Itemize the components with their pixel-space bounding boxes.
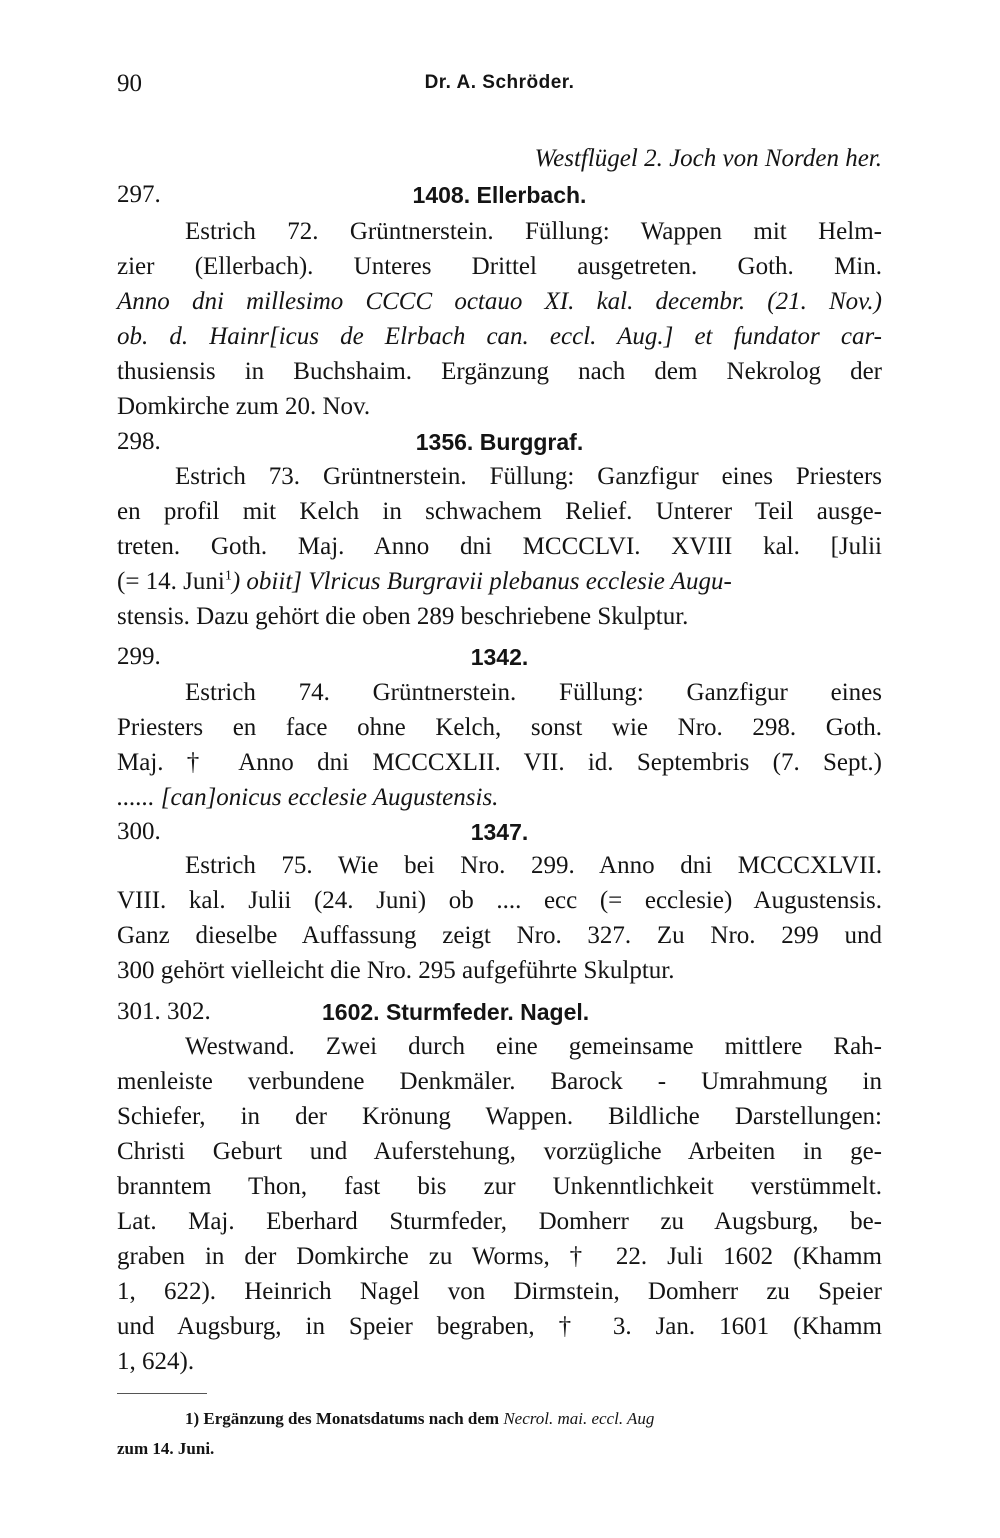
entry-heading — [117, 815, 882, 851]
text-line: Schiefer, in der Krönung Wappen. Bildliche Darstellungen: — [117, 1103, 882, 1130]
text-line: stensis. Dazu gehört die oben 289 beschriebene Skulptur. — [117, 603, 689, 630]
footnote-line: zum 14. Juni. — [117, 1439, 215, 1458]
entry-title: 1602. Sturmfeder. Nagel. — [322, 999, 590, 1025]
entry-heading — [117, 640, 882, 676]
running-head: Dr. A. Schröder. — [424, 72, 575, 93]
text-line: Domkirche zum 20. Nov. — [117, 393, 371, 420]
text-line: Estrich 72. Grüntnerstein. Füllung: Wappen mit Helm- — [185, 218, 882, 245]
text-line: VIII. kal. Julii (24. Juni) ob .... ecc (= ecclesie) Augustensis. — [117, 887, 882, 914]
text-line: und Augsburg, in Speier begraben, † 3. Jan. 1601 (Khamm — [117, 1313, 882, 1340]
footnote-reference: 1 — [224, 568, 232, 584]
text-line: en profil mit Kelch in schwachem Relief. Unterer Teil ausge- — [117, 498, 882, 525]
text-line: Estrich 74. Grüntnerstein. Füllung: Ganzfigur eines — [185, 679, 882, 706]
entry-title: 1408. Ellerbach. — [412, 182, 587, 208]
text-line: Anno dni millesimo CCCC octauo XI. kal. decembr. (21. Nov.) — [117, 288, 882, 315]
text-line: ob. d. Hainr[icus de Elrbach can. eccl. Aug.] et fundator car- — [117, 323, 882, 350]
text-line: Ganz dieselbe Auffassung zeigt Nro. 327. Zu Nro. 299 und — [117, 922, 882, 949]
entry-number: 300. — [117, 818, 161, 845]
text-line: Priesters en face ohne Kelch, sonst wie Nro. 298. Goth. — [117, 714, 882, 741]
text-line: Westwand. Zwei durch eine gemeinsame mittlere Rah- — [185, 1033, 882, 1060]
footnote-marker: 1) — [185, 1409, 200, 1428]
text-line: Estrich 75. Wie bei Nro. 299. Anno dni MCCCXLVII. — [185, 852, 882, 879]
entry-number: 301. 302. — [117, 998, 211, 1025]
text-line: zier (Ellerbach). Unteres Drittel ausgetreten. Goth. Min. — [117, 253, 882, 280]
text-line: Lat. Maj. Eberhard Sturmfeder, Domherr zu Augsburg, be- — [117, 1208, 882, 1235]
text-line: graben in der Domkirche zu Worms, † 22. Juli 1602 (Khamm — [117, 1243, 882, 1270]
text-fragment: (= 14. Juni — [117, 568, 225, 595]
entry-title: 1347. — [470, 819, 529, 845]
text-line: 1, 622). Heinrich Nagel von Dirmstein, Domherr zu Speier — [117, 1278, 882, 1305]
text-line: Maj. † Anno dni MCCCXLII. VII. id. Septembris (7. Sept.) — [117, 749, 882, 776]
entry-number: 299. — [117, 643, 161, 670]
entry-title: 1356. Burggraf. — [415, 429, 584, 455]
entry-title: 1342. — [470, 644, 529, 670]
text-fragment: ) obiit] Vlricus Burgravii plebanus ecclesie Augu- — [231, 568, 732, 595]
text-line — [117, 565, 882, 599]
page-header — [117, 70, 882, 106]
entry-number: 297. — [117, 181, 161, 208]
footnote-line — [185, 1405, 882, 1433]
entry-heading — [117, 178, 882, 214]
intro-line: Westflügel 2. Joch von Norden her. — [534, 145, 882, 172]
text-line: menleiste verbundene Denkmäler. Barock - Umrahmung in — [117, 1068, 882, 1095]
footnote-text: Ergänzung des Monatsdatums nach dem — [203, 1409, 500, 1428]
footnote-text-italic: Necrol. mai. eccl. Aug — [503, 1409, 655, 1428]
entry-number: 298. — [117, 428, 161, 455]
text-line: Christi Geburt und Auferstehung, vorzügliche Arbeiten in ge- — [117, 1138, 882, 1165]
text-line: 300 gehört vielleicht die Nro. 295 aufgeführte Skulptur. — [117, 957, 675, 984]
text-line: thusiensis in Buchshaim. Ergänzung nach dem Nekrolog der — [117, 358, 882, 385]
footnote-divider — [117, 1393, 207, 1394]
page-number: 90 — [117, 70, 142, 97]
text-line: treten. Goth. Maj. Anno dni MCCCLVI. XVIII kal. [Julii — [117, 533, 882, 560]
text-line: ...... [can]onicus ecclesie Augustensis. — [117, 784, 499, 811]
entry-heading — [117, 425, 882, 461]
text-line: branntem Thon, fast bis zur Unkenntlichkeit verstümmelt. — [117, 1173, 882, 1200]
entry-heading — [117, 995, 882, 1031]
text-line: 1, 624). — [117, 1348, 195, 1375]
text-line: Estrich 73. Grüntnerstein. Füllung: Ganzfigur eines Priesters — [175, 463, 882, 490]
